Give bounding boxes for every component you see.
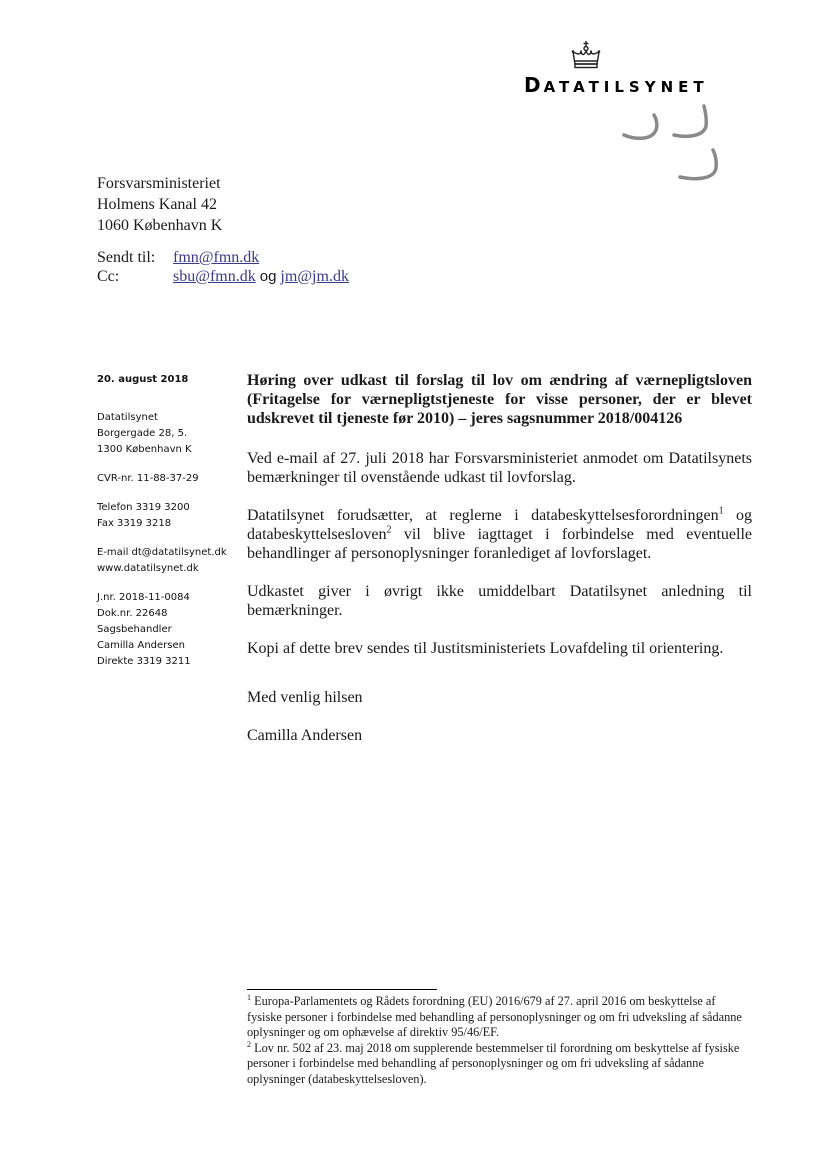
sender-address-line2: 1300 København K	[97, 444, 192, 455]
letter-body	[247, 371, 752, 764]
logo-initial: D	[524, 73, 544, 97]
datatilsynet-logo	[524, 73, 709, 97]
sendto-block	[97, 248, 349, 286]
direct-phone: Direkte 3319 3211	[97, 656, 191, 667]
caseworker-label: Sagsbehandler	[97, 624, 172, 635]
case-block	[97, 590, 227, 670]
footnote-1	[247, 994, 752, 1041]
footnote-separator	[247, 989, 437, 990]
cc-row	[97, 267, 349, 286]
letter-date: 20. august 2018	[97, 374, 189, 385]
signature-name: Camilla Andersen	[247, 727, 363, 744]
phone-block	[97, 500, 227, 532]
logo-text: ATATILSYNET	[543, 78, 709, 96]
sender-org: Datatilsynet	[97, 412, 158, 423]
email-address: E-mail dt@datatilsynet.dk	[97, 547, 227, 558]
cvr-block	[97, 471, 227, 487]
recipient-address	[97, 173, 222, 236]
recipient-name: Forsvarsministeriet	[97, 175, 221, 192]
sendto-label: Sendt til:	[97, 249, 156, 266]
cc-connector: og	[259, 268, 277, 285]
paragraph-2-part-a: Datatilsynet forudsætter, at reglerne i databeskyttelsesforordningen	[247, 507, 719, 524]
footnote-ref-2: 2	[386, 524, 392, 536]
letter-subject: Høring over udkast til forslag til lov om ændring af værnepligtsloven (Fritagelse for værnepligtstjeneste for visse personer, der er blevet udskrevet til tjeneste før 2010) – jeres sagsnummer 2018/004126	[247, 372, 752, 427]
footnote-2	[247, 1041, 752, 1088]
website: www.datatilsynet.dk	[97, 563, 199, 574]
paragraph-1: Ved e-mail af 27. juli 2018 har Forsvarsministeriet anmodet om Datatilsynets bemærkninger til ovenstående udkast til lovforslag.	[247, 450, 752, 486]
paragraph-2-part-c: vil blive iagttaget i forbindelse med eventuelle behandlinger af personoplysninger foranlediget af lovforslaget.	[247, 526, 752, 562]
contact-block	[97, 545, 227, 577]
document-number: Dok.nr. 22648	[97, 608, 168, 619]
cc-email-link-1[interactable]: sbu@fmn.dk	[173, 268, 256, 285]
sender-address	[97, 410, 227, 458]
sendto-email-link[interactable]: fmn@fmn.dk	[173, 249, 260, 266]
greeting: Med venlig hilsen	[247, 689, 363, 706]
recipient-city: 1060 København K	[97, 217, 223, 234]
paragraph-2-part-b: og databeskyttelsesloven	[247, 507, 753, 543]
footnote-1-number: 1	[247, 992, 251, 1002]
paragraph-2	[247, 506, 752, 563]
sender-sidebar	[97, 372, 227, 683]
caseworker-name: Camilla Andersen	[97, 640, 185, 651]
cc-label: Cc:	[97, 268, 120, 285]
phone-number: Telefon 3319 3200	[97, 502, 190, 513]
journal-number: J.nr. 2018-11-0084	[97, 592, 190, 603]
sender-address-line1: Borgergade 28, 5.	[97, 428, 188, 439]
footnote-ref-1: 1	[718, 505, 724, 517]
sendto-row	[97, 248, 349, 267]
cvr-number: CVR-nr. 11-88-37-29	[97, 473, 199, 484]
paragraph-4: Kopi af dette brev sendes til Justitsministeriets Lovafdeling til orientering.	[247, 640, 724, 657]
footnotes	[247, 994, 752, 1087]
footnote-1-text: Europa-Parlamentets og Rådets forordning (EU) 2016/679 af 27. april 2016 om beskyttelse af fysiske personer i forbindelse med behandling af personoplysninger og om fri udveksling af sådanne oplysninger og om ophævelse af direktiv 95/46/EF.	[247, 994, 742, 1039]
cc-email-link-2[interactable]: jm@jm.dk	[280, 268, 349, 285]
paragraph-3: Udkastet giver i øvrigt ikke umiddelbart Datatilsynet anledning til bemærkninger.	[247, 583, 752, 619]
footnote-2-number: 2	[247, 1039, 251, 1049]
crown-icon	[570, 40, 602, 70]
fax-number: Fax 3319 3218	[97, 518, 172, 529]
footnote-2-text: Lov nr. 502 af 23. maj 2018 om supplerende bestemmelser til forordning om beskyttelse af fysiske personer i forbindelse med behandling af personoplysninger og om fri udveksling af sådanne oplysninger (databeskyttelsesloven).	[247, 1040, 740, 1086]
handwritten-marks	[614, 100, 734, 190]
recipient-street: Holmens Kanal 42	[97, 196, 217, 213]
